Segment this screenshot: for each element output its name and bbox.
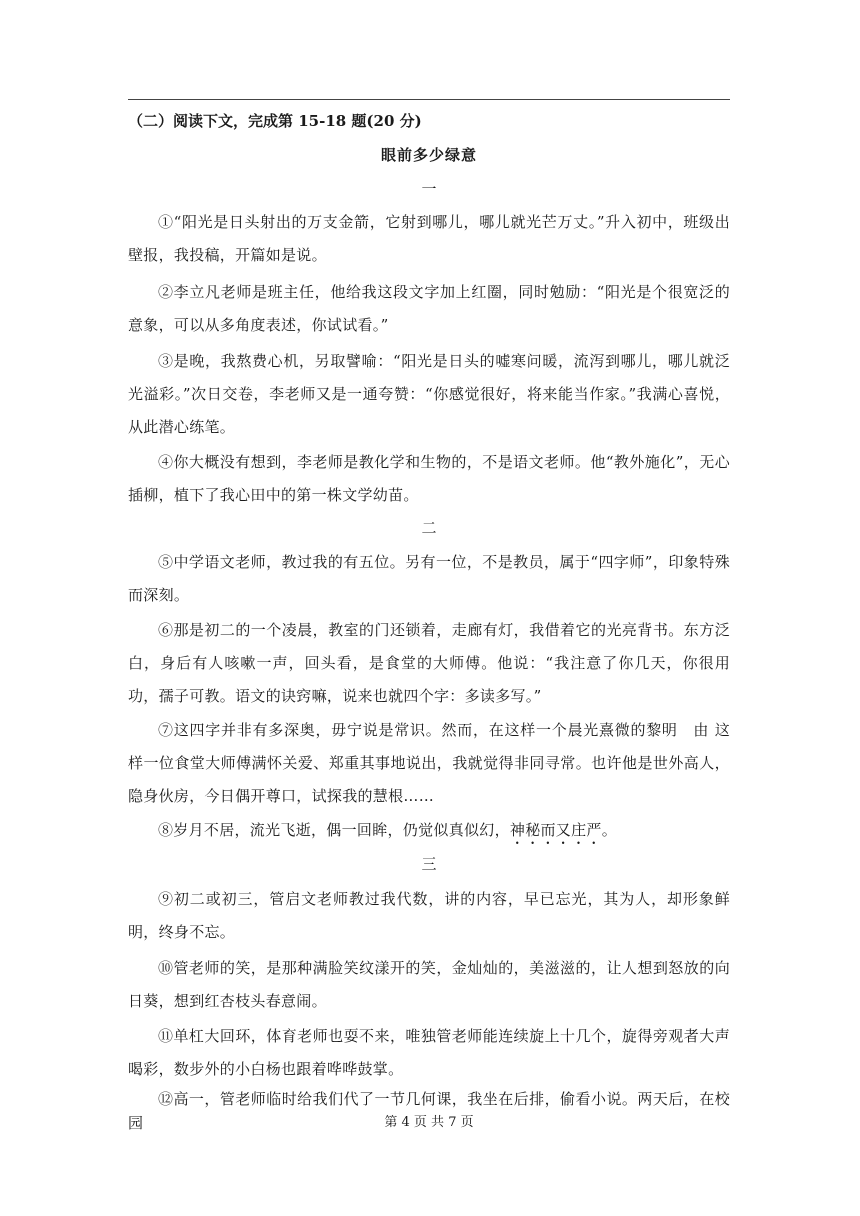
part-mark-3: 三 [421,855,437,873]
paragraph-1: ①“阳光是日头射出的万支金箭，它射到哪儿，哪儿就光芒万丈。”升入初中，班级出壁报，我投稿，开篇如是说。 [128,213,730,264]
part-mark-1: 一 [421,180,437,198]
paragraph-8-text: ⑧岁月不居，流光飞逝，偶一回眸，仍觉似真似幻， [158,821,510,839]
paragraph-3: ③是晚，我熬费心机，另取譬喻：“阳光是日头的嘘寒问暖，流泻到哪儿，哪儿就泛光溢彩。”次日交卷，李老师又是一通夸赞：“你感觉很好，将来能当作家。”我满心喜悦，从此潜心练笔。 [128,352,730,436]
paragraph-12: ⑫高一，管老师临时给我们代了一节几何课，我坐在后排，偷看小说。两天后，在校园 [128,1090,730,1132]
paragraph-8 [128,814,730,848]
emphasized-phrase: 神秘而又庄严 [509,821,602,839]
paragraph-9: ⑨初二或初三，管启文老师教过我代数，讲的内容，早已忘光，其为人，却形象鲜明，终身不忘。 [128,890,730,941]
part-mark-2: 二 [421,519,437,537]
paragraph-10: ⑩管老师的笑，是那种满脸笑纹漾开的笑，金灿灿的，美滋滋的，让人想到怒放的向日葵，想到红杏枝头春意闹。 [128,959,730,1010]
paragraph-8-end: 。 [601,821,618,839]
paragraph-7: ⑦这四字并非有多深奥，毋宁说是常识。然而，在这样一个晨光熹微的黎明 由 这 样一位食堂大师傅满怀关爱、郑重其事地说出，我就觉得非同寻常。也许他是世外高人，隐身伙房，今日偶开尊口，试探我的慧根…… [128,721,730,805]
paragraph-2: ②李立凡老师是班主任，他给我这段文字加上红圈，同时勉励：“阳光是个很宽泛的意象，可以从多角度表述，你试试看。” [128,283,730,334]
paragraph-4: ④你大概没有想到，李老师是教化学和生物的，不是语文老师。他“教外施化”，无心插柳，植下了我心田中的第一株文学幼苗。 [128,453,730,504]
section-heading: （二）阅读下文，完成第 15-18 题(20 分) [128,112,422,130]
page-footer: 第 4 页 共 7 页 [384,1115,474,1130]
paragraph-11: ⑪单杠大回环，体育老师也耍不来，唯独管老师能连续旋上十几个，旋得旁观者大声喝彩，数步外的小白杨也跟着哗哗鼓掌。 [128,1027,730,1078]
paragraph-6: ⑥那是初二的一个凌晨，教室的门还锁着，走廊有灯，我借着它的光亮背书。东方泛白，身后有人咳嗽一声，回头看，是食堂的大师傅。他说：“我注意了你几天，你很用功，孺子可教。语文的诀窍嘛，说来也就四个字：多读多写。” [128,621,730,705]
header-rule [128,99,730,100]
article-title: 眼前多少绿意 [380,146,477,164]
paragraph-5: ⑤中学语文老师，教过我的有五位。另有一位，不是教员，属于“四字师”，印象特殊而深刻。 [128,553,730,604]
